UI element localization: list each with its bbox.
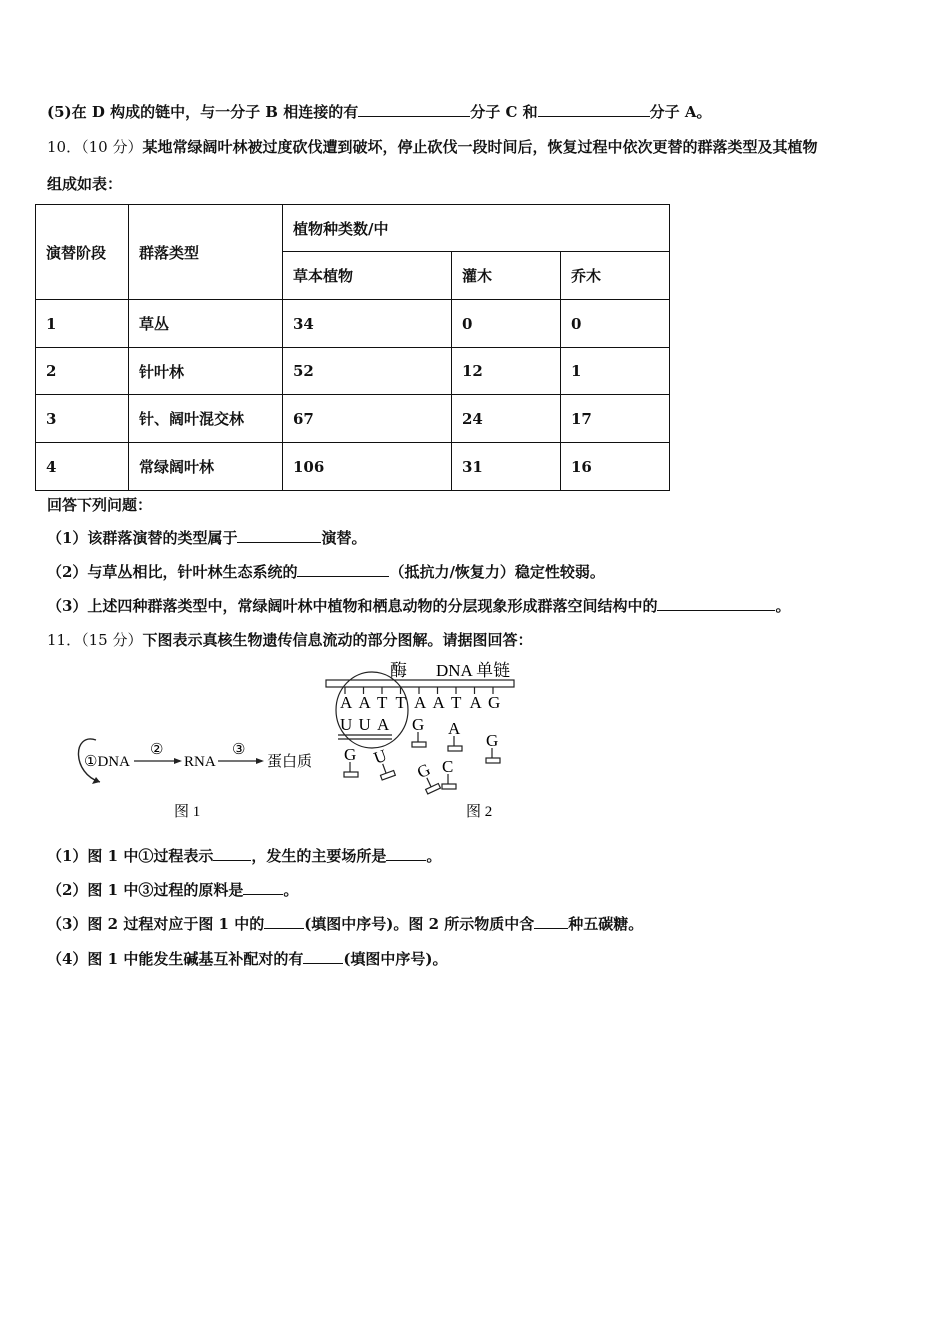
q11-sub4: （4）图 1 中能发生碱基互补配对的有 (填图中序号)。 (47, 950, 448, 968)
header-shrub: 灌木 (452, 252, 561, 300)
free-nucleotide (486, 731, 500, 763)
q11-sub1: （1）图 1 中①过程表示 ，发生的主要场所是 。 (47, 847, 442, 865)
enzyme-label: 酶 (390, 661, 407, 680)
dna-base: A (340, 693, 353, 712)
q10-sub1: （1）该群落演替的类型属于 演替。 (47, 529, 367, 547)
table-row: 1 草丛 34 0 0 (36, 300, 670, 348)
q10-stem: 10．（10 分）某地常绿阔叶林被过度砍伐遭到破坏，停止砍伐一段时间后，恢复过程中依次更替的群落类型及其植物 (47, 138, 818, 156)
free-nucleotide (371, 745, 395, 780)
answer-blank[interactable] (237, 528, 321, 543)
answer-blank[interactable] (538, 102, 650, 117)
dna-base: T (395, 693, 406, 712)
q10-stem-cont: 组成如表： (47, 175, 123, 193)
q11-sub2: （2）图 1 中③过程的原料是 。 (47, 881, 299, 899)
free-nucleotide (412, 715, 426, 747)
answer-blank[interactable] (534, 914, 568, 929)
table-row: 3 针、阔叶混交林 67 24 17 (36, 395, 670, 443)
svg-text:A: A (448, 719, 461, 738)
free-nucleotide (344, 745, 358, 777)
free-nucleotide (442, 757, 456, 789)
svg-text:G: G (414, 759, 434, 783)
rna-base: U (358, 715, 371, 734)
rna-bases (340, 715, 390, 734)
answer-blank[interactable] (386, 846, 426, 861)
q11-sub3: （3）图 2 过程对应于图 1 中的 (填图中序号)。图 2 所示物质中含 种五碳糖。 (47, 915, 644, 933)
rna-base: U (340, 715, 353, 734)
header-species: 植物种类数/中 (283, 205, 670, 252)
fig1-dna: ①DNA (84, 754, 130, 770)
dna-base: G (488, 693, 501, 712)
svg-text:C: C (442, 757, 454, 776)
dna-base: T (451, 693, 462, 712)
succession-table (35, 204, 670, 491)
figure (0, 650, 950, 825)
free-nucleotide (448, 719, 462, 751)
answer-blank[interactable] (243, 880, 283, 895)
fig1-step3: ③ (232, 742, 246, 758)
svg-text:G: G (344, 745, 357, 764)
dna-base: A (358, 693, 371, 712)
answer-blank[interactable] (264, 914, 304, 929)
answer-blank[interactable] (297, 562, 389, 577)
dna-base: A (469, 693, 482, 712)
free-nucleotide (414, 759, 440, 794)
answer-blank[interactable] (303, 949, 343, 964)
q11-stem: 11．（15 分）下图表示真核生物遗传信息流动的部分图解。请据图回答： (47, 631, 533, 649)
header-herb: 草本植物 (283, 252, 452, 300)
answer-blank[interactable] (358, 102, 470, 117)
dna-base: A (432, 693, 445, 712)
rna-base: A (377, 715, 390, 734)
header-tree: 乔木 (561, 252, 670, 300)
dna-backbone (326, 680, 514, 687)
table-row: 4 常绿阔叶林 106 31 16 (36, 443, 670, 491)
svg-text:G: G (412, 715, 425, 734)
header-stage: 演替阶段 (36, 205, 129, 300)
fig1-rna: RNA (184, 754, 216, 770)
answer-blank[interactable] (213, 846, 251, 861)
dna-bases (340, 687, 500, 712)
svg-text:U: U (371, 745, 390, 768)
fig2-caption: 图 2 (466, 804, 493, 820)
svg-text:G: G (486, 731, 499, 750)
dna-base: A (414, 693, 427, 712)
q10-sub2: （2）与草丛相比，针叶林生态系统的 （抵抗力/恢复力）稳定性较弱。 (47, 563, 605, 581)
header-type: 群落类型 (129, 205, 283, 300)
fig1-step2: ② (150, 742, 164, 758)
dna-strand-label: DNA 单链 (436, 661, 511, 680)
fig1-protein: 蛋白质 (267, 754, 313, 770)
q10-intro: 回答下列问题： (47, 496, 153, 514)
q9-part5: (5)在 D 构成的链中，与一分子 B 相连接的有 分子 C 和 分子 A。 (47, 103, 712, 121)
q10-sub3: （3）上述四种群落类型中，常绿阔叶林中植物和栖息动物的分层现象形成群落空间结构中的 。 (47, 597, 791, 615)
table-row: 2 针叶林 52 12 1 (36, 348, 670, 395)
fig1-caption: 图 1 (174, 804, 201, 820)
dna-base: T (377, 693, 388, 712)
answer-blank[interactable] (657, 596, 775, 611)
